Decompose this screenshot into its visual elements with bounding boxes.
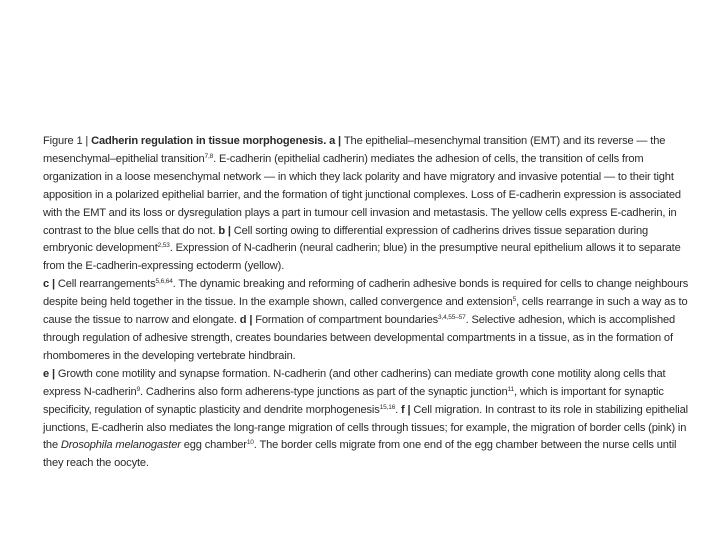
panel-c-letter: c | (43, 278, 58, 291)
panel-c-text: Cell rearrangements (57, 278, 156, 291)
panel-c-text: . The dynamic breaking and reforming of cadherin adhesive bonds is required for cells to change neighbours despite being held together in the tissue. In the example shown, called convergence and extension (43, 278, 689, 309)
figure-label: Figure 1 | (43, 135, 92, 147)
figure-title: Cadherin regulation in tissue morphogenesis. (91, 135, 327, 147)
panel-e-ref: 9 (136, 385, 140, 393)
figure-caption (43, 133, 693, 473)
panel-b-text: . Expression of N-cadherin (neural cadherin; blue) in the presumptive neural epithelium allows it to separate from the E-cadherin-expressing ectoderm (yellow). (43, 242, 681, 273)
panel-f-letter: f | (398, 403, 414, 416)
panel-f-text: egg chamber (180, 439, 247, 452)
panel-d-text: . Selective adhesion, which is accomplished through regulation of adhesive strength, creates boundaries between developmental compartments in a tissue, as in the formation of rhombomeres in the developing vertebrate hindbrain. (43, 314, 675, 362)
panel-f-ref: 10 (246, 439, 254, 447)
species-name: Drosophila melanogaster (60, 439, 181, 452)
panel-a-text: . E-cadherin (epithelial cadherin) mediates the adhesion of cells, the transition of cells from organization in a loose mesenchymal network — in which they lack polarity and have migratory and invasive potential — to their tight apposition in a polarized epithelial barrier, and the formation of tight junctional complexes. Loss of E-cadherin expression is associated with the EMT and its loss or dysregulation plays a part in tumour cell invasion and metastasis. The yellow cells express E-cadherin, in contrast to the blue cells that do not. (43, 152, 681, 237)
panel-c-ref: 5,6,64 (155, 278, 173, 286)
panel-e-text: . Cadherins also form adherens-type junctions as part of the synaptic junction (139, 385, 508, 398)
panel-b-text: Cell sorting owing to differential expression of cadherins drives tissue separation during embryonic development (43, 224, 649, 255)
panel-a-text: The epithelial–mesenchymal transition (EMT) and its reverse — the mesenchymal–epithelial transition (43, 135, 666, 165)
panel-a-letter: a | (326, 135, 344, 147)
panel-e-ref: 11 (507, 385, 514, 393)
panel-e-text: . (395, 403, 399, 416)
panel-a-ref: 7,8 (204, 152, 214, 160)
panel-e-text: , which is important for synaptic specificity, regulation of synaptic plasticity and dendrite morphogenesis (43, 385, 664, 416)
panel-c-ref: 5 (512, 296, 517, 304)
panel-e-text: Growth cone motility and synapse formation. N-cadherin (and other cadherins) can mediate growth cone motility along cells that express N-cadherin (43, 367, 666, 398)
panel-d-ref: 3,4,55–57 (438, 314, 466, 322)
panel-e-letter: e | (43, 367, 58, 380)
panel-b-letter: b | (215, 224, 234, 237)
panel-f-text: Cell migration. In contrast to its role in stabilizing epithelial junctions, E-cadherin also mediates the long-range migration of cells through tissues; for example, the migration of border cells (pink) in the (43, 403, 688, 452)
panel-f-text: . The border cells migrate from one end of the egg chamber between the nurse cells until they reach the oocyte. (43, 439, 677, 470)
panel-d-text: Formation of compartment boundaries (255, 314, 439, 327)
panel-c-text: , cells rearrange in such a way as to cause the tissue to narrow and elongate. (43, 296, 688, 327)
panel-e-ref: 15,16 (379, 403, 396, 411)
panel-d-letter: d | (236, 314, 256, 327)
panel-b-ref: 2,53 (157, 242, 170, 250)
